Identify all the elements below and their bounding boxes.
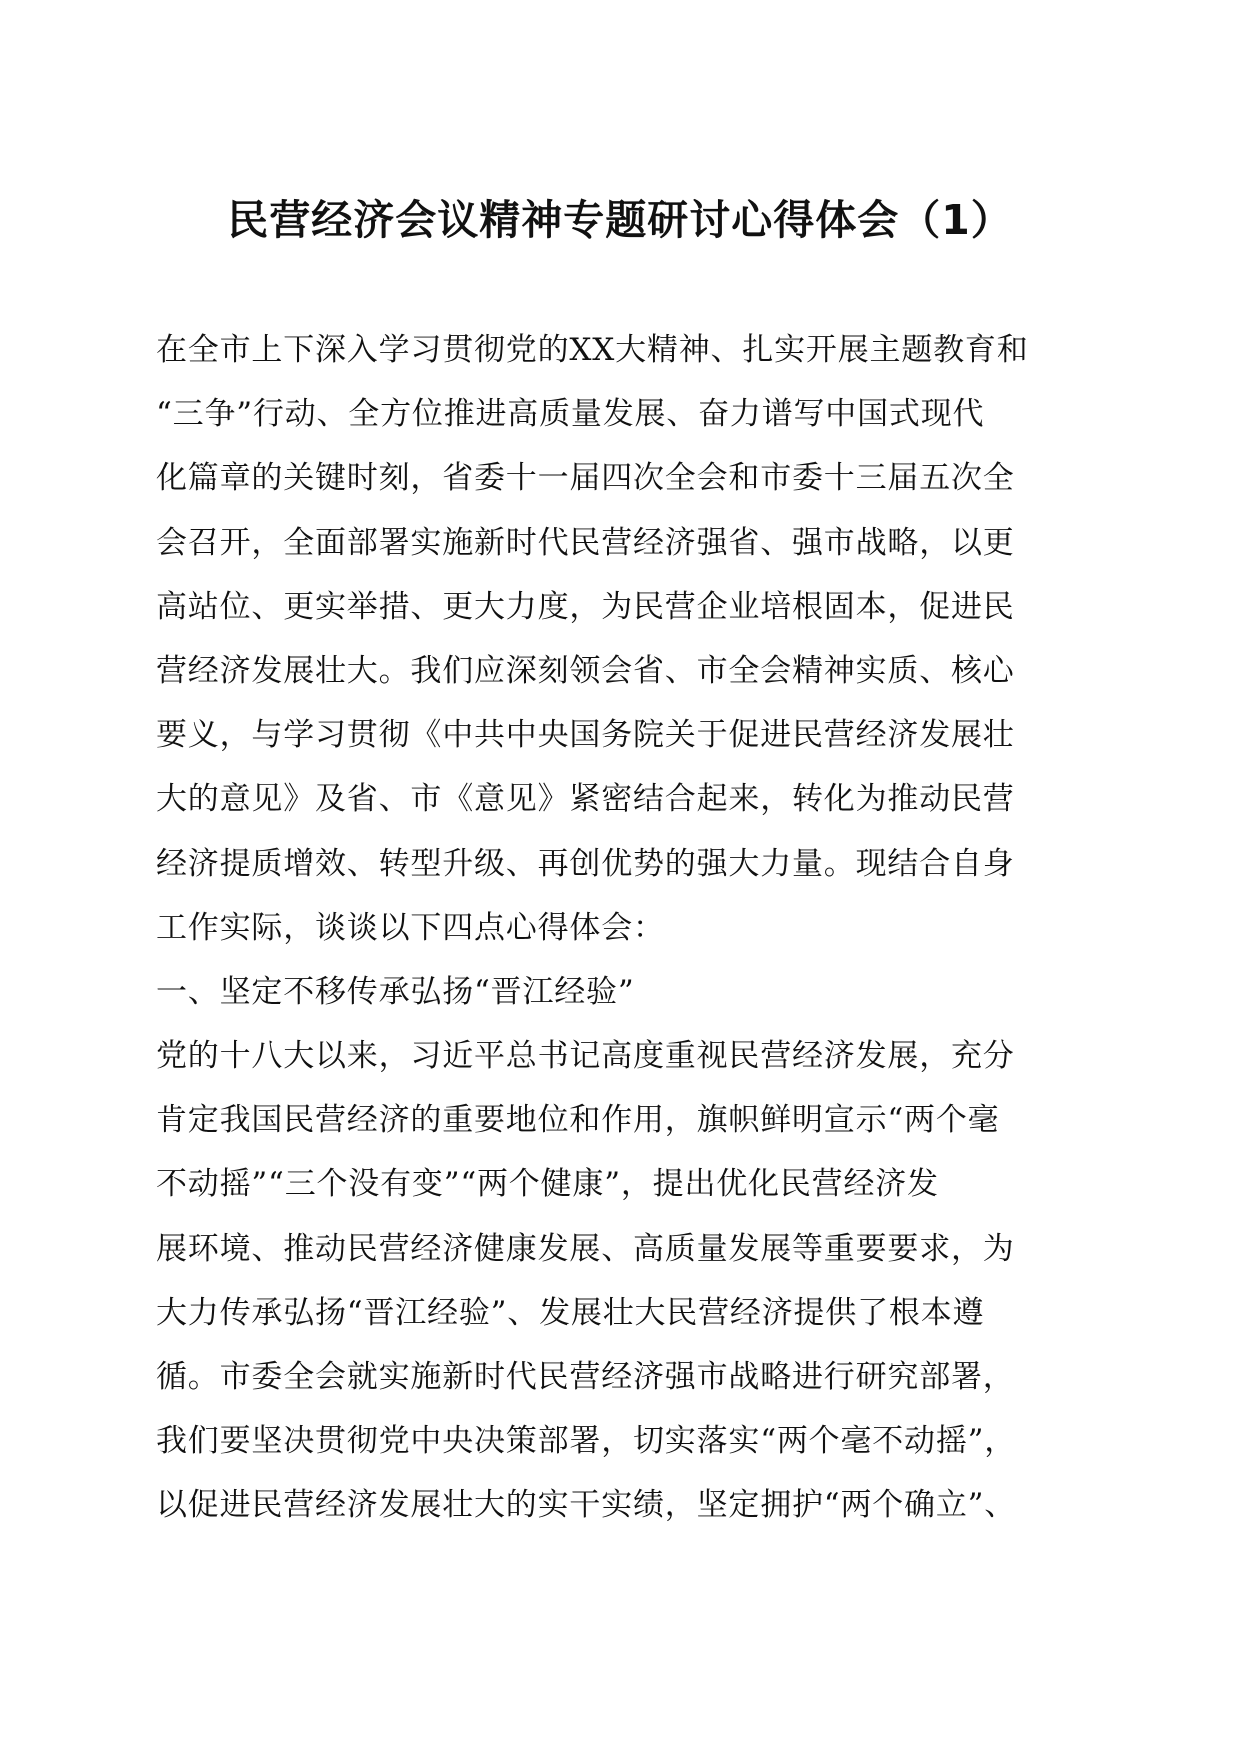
body-line: 循。市委全会就实施新时代民营经济强市战略进行研究部署， [156,1359,1015,1395]
body-line: 肯定我国民营经济的重要地位和作用，旗帜鲜明宣示“两个毫 [156,1102,1000,1139]
body-line: 经济提质增效、转型升级、再创优势的强大力量。现结合自身 [156,845,1015,882]
body-line: 大的意见》及省、市《意见》紧密结合起来，转化为推动民营 [156,781,1015,818]
body-line: 大力传承弘扬“晋江经验”、发展壮大民营经济提供了根本遵 [156,1294,985,1331]
body-line: 营经济发展壮大。我们应深刻领会省、市全会精神实质、核心 [156,652,1015,689]
body-line: “三争”行动、全方位推进高质量发展、奋力谱写中国式现代 [156,396,985,433]
section-heading-1: 一、坚定不移传承弘扬“晋江经验” [156,973,635,1010]
body-line: 以促进民营经济发展壮大的实干实绩，坚定拥护“两个确立”、 [156,1487,1017,1524]
body-line: 高站位、更实举措、更大力度，为民营企业培根固本，促进民 [156,588,1015,625]
body-line: 化篇章的关键时刻，省委十一届四次全会和市委十三届五次全 [156,460,1015,497]
document-body [156,318,1086,1538]
body-line: 展环境、推动民营经济健康发展、高质量发展等重要要求，为 [156,1230,1015,1267]
body-line: 在全市上下深入学习贯彻党的XX大精神、扎实开展主题教育和 [156,332,1029,368]
body-line: 我们要坚决贯彻党中央决策部署，切实落实“两个毫不动摇”， [156,1423,1017,1460]
body-line: 不动摇”“三个没有变”“两个健康”，提出优化民营经济发 [156,1166,939,1203]
body-line: 党的十八大以来，习近平总书记高度重视民营经济发展，充分 [156,1038,1015,1075]
body-line: 工作实际，谈谈以下四点心得体会： [156,909,665,946]
body-line: 会召开，全面部署实施新时代民营经济强省、强市战略，以更 [156,524,1015,561]
body-line: 要义，与学习贯彻《中共中央国务院关于促进民营经济发展壮 [156,717,1015,754]
document-title: 民营经济会议精神专题研讨心得体会（1） [227,196,1013,244]
